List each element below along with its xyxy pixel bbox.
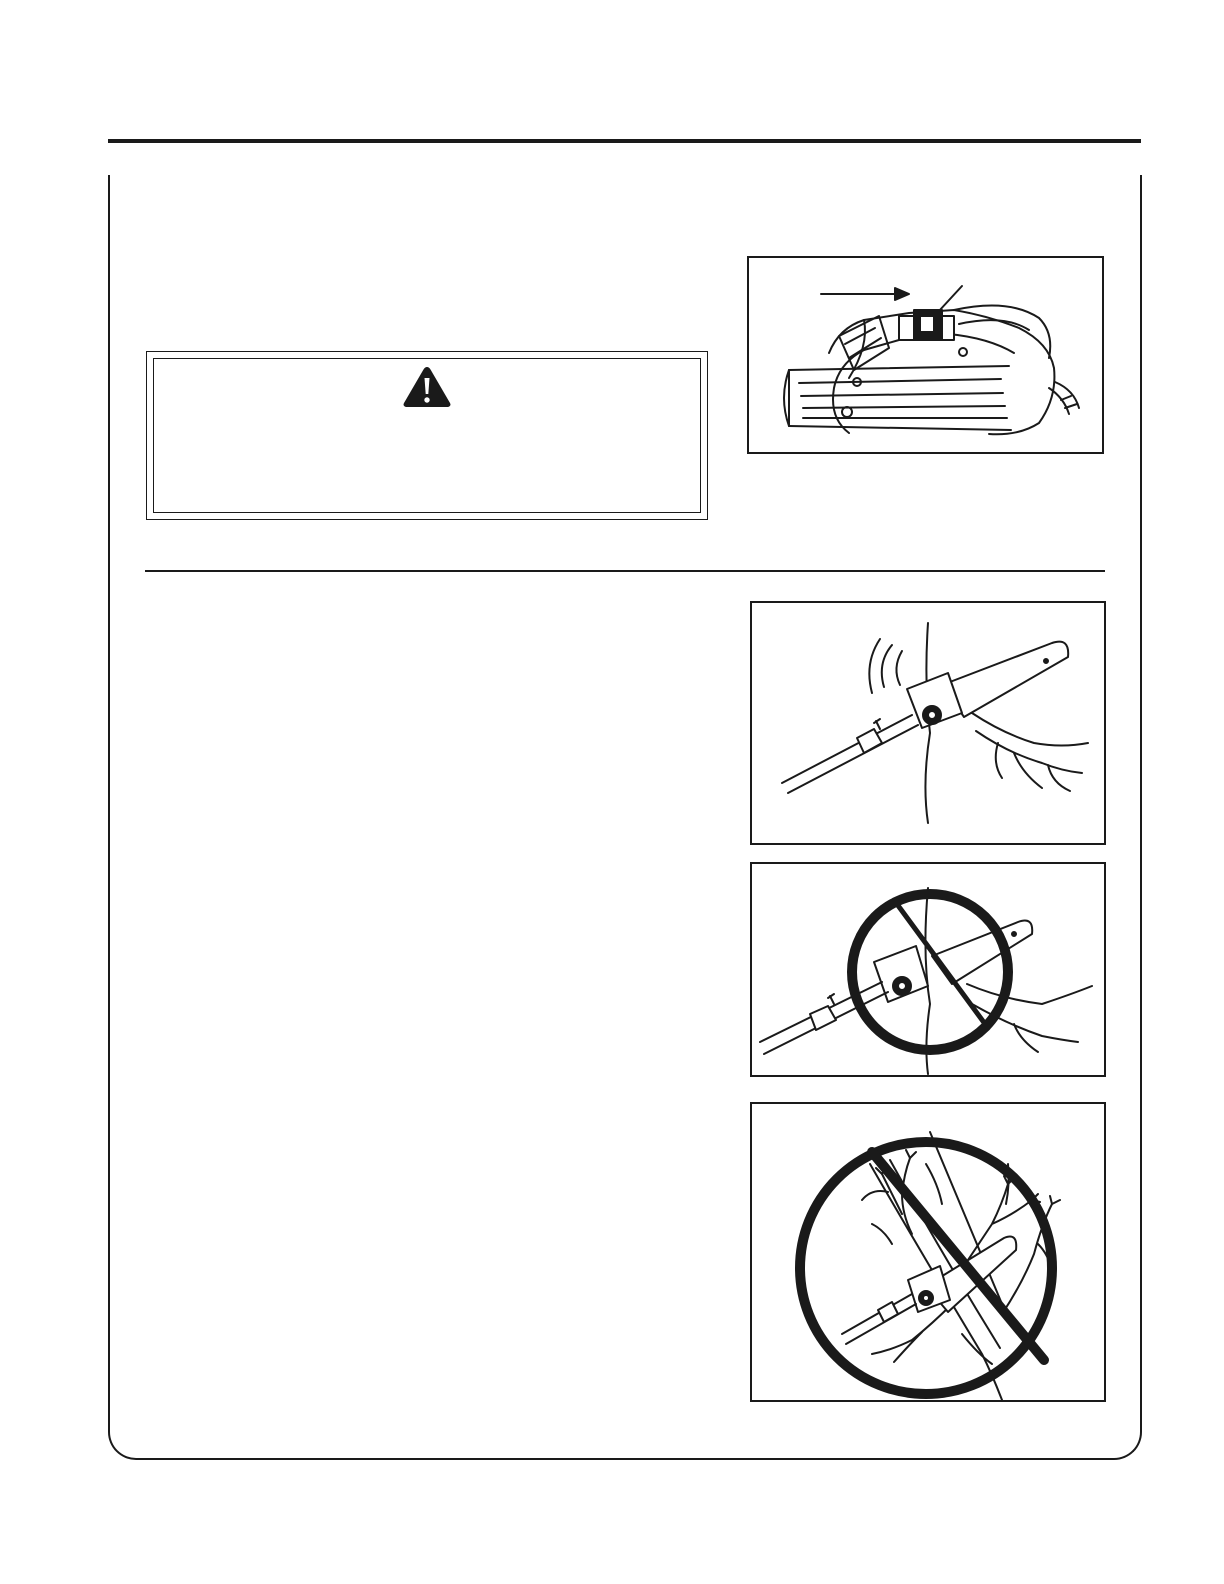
figure-handle-switch [747,256,1104,454]
figure-correct-cut [750,601,1106,845]
header-rule [108,139,1141,143]
arrow-right-icon [821,288,909,300]
figure-incorrect-overhead [750,1102,1106,1402]
section-divider [145,570,1105,572]
figure-incorrect-cut [750,862,1106,1077]
warning-triangle-icon [402,365,452,409]
prohibited-icon [800,1142,1052,1394]
prohibited-icon [852,894,1008,1050]
